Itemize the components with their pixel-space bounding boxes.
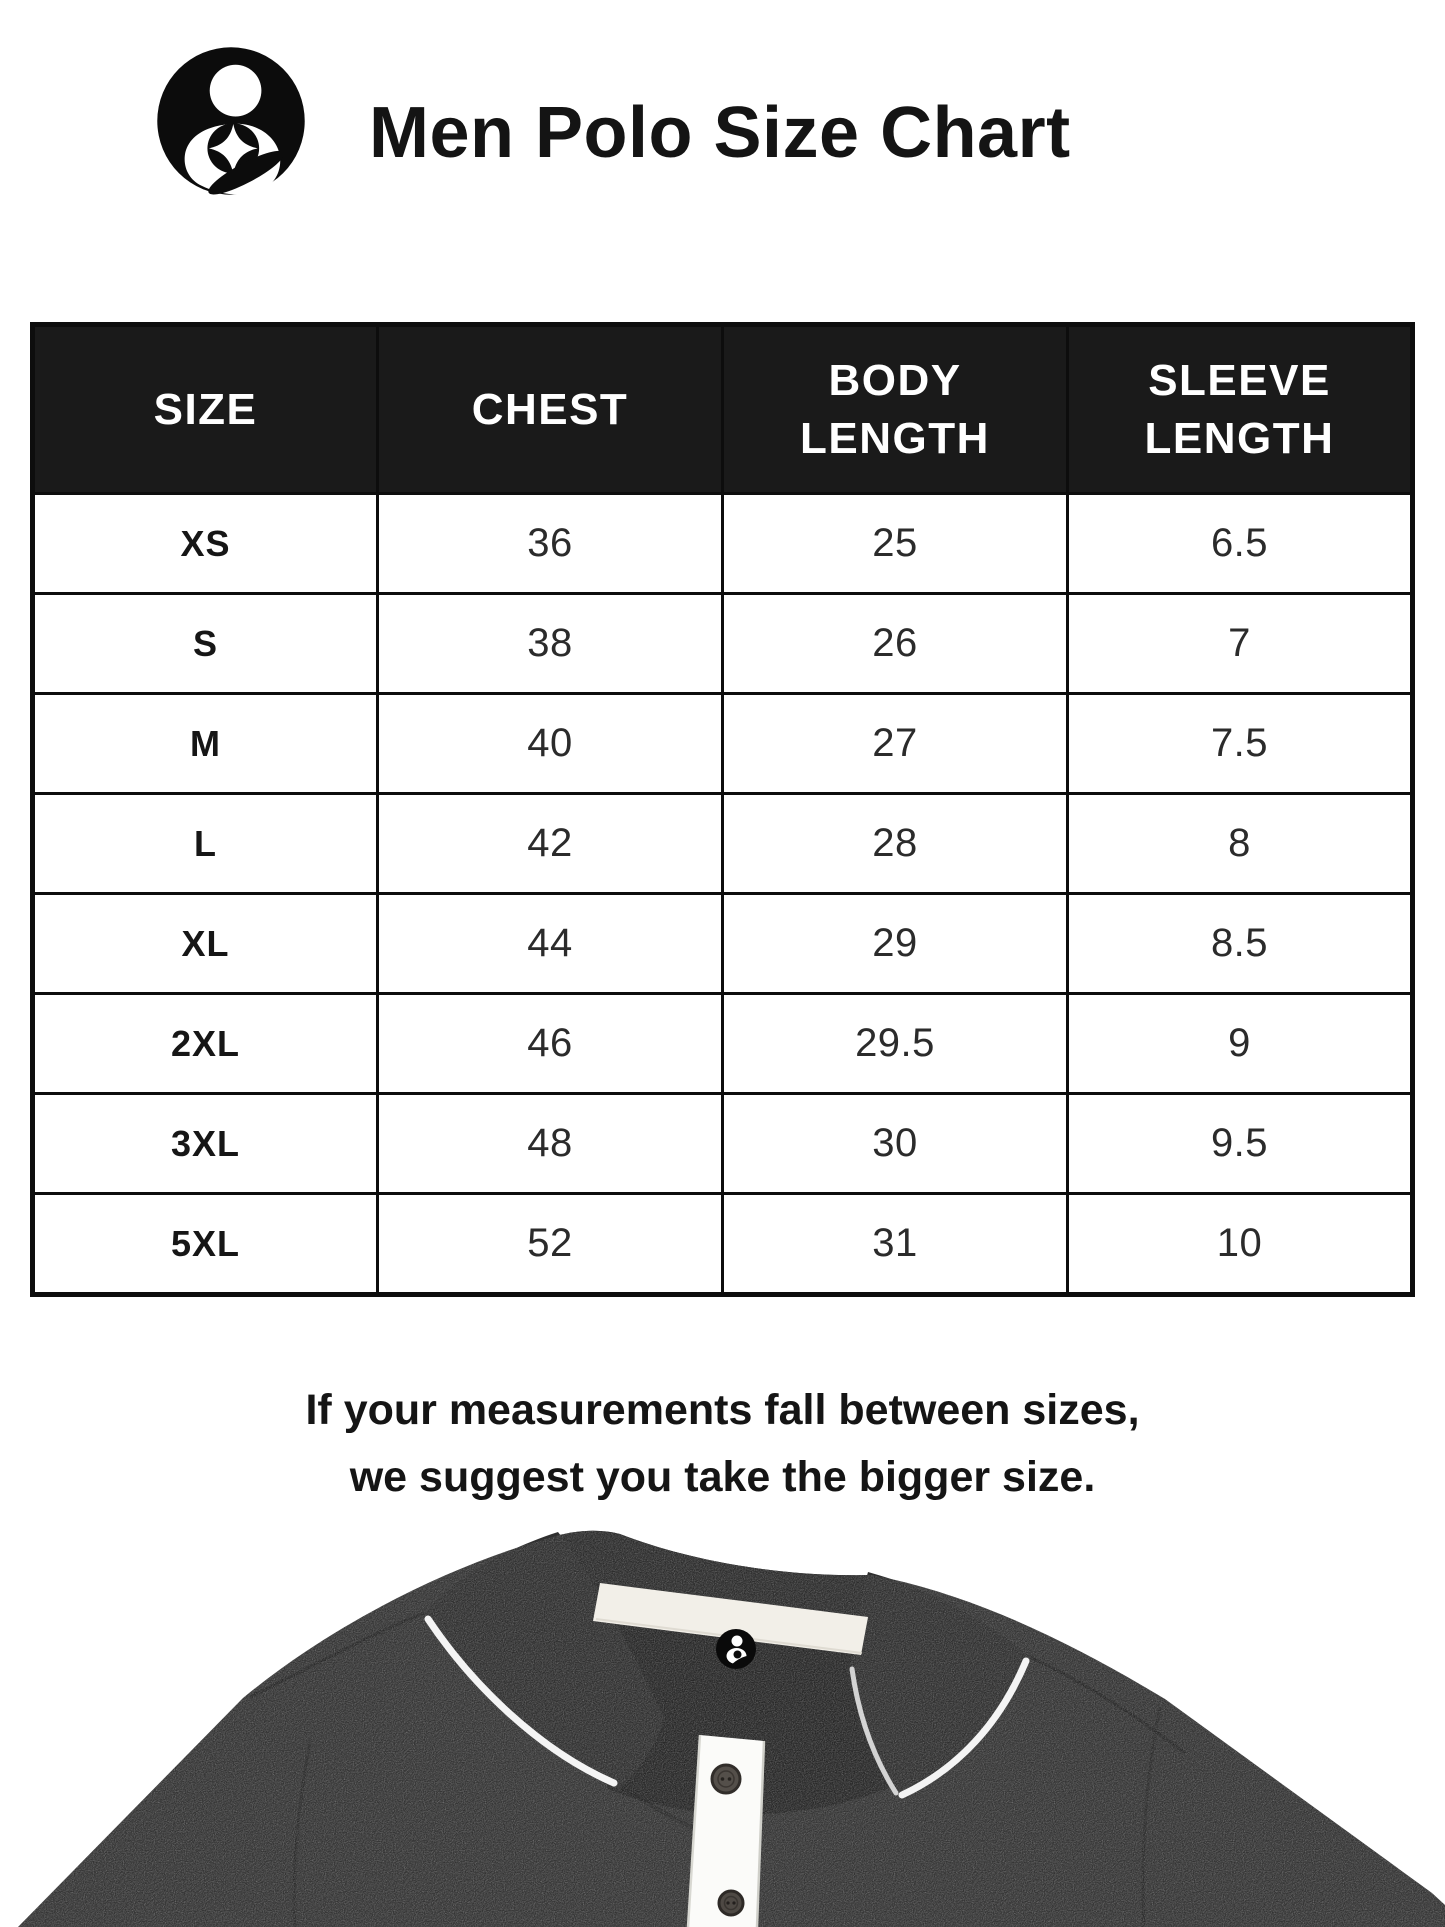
- table-row: [33, 794, 1413, 894]
- sleeve-length-cell: 9: [1068, 994, 1413, 1094]
- size-cell: M: [33, 694, 378, 794]
- body-length-cell: 31: [723, 1194, 1068, 1295]
- body-length-cell: 29: [723, 894, 1068, 994]
- size-cell: XS: [33, 494, 378, 594]
- button-top: [712, 1765, 740, 1793]
- size-cell: 3XL: [33, 1094, 378, 1194]
- sleeve-length-cell: 7: [1068, 594, 1413, 694]
- chest-cell: 46: [378, 994, 723, 1094]
- size-cell: XL: [33, 894, 378, 994]
- table-row: [33, 594, 1413, 694]
- table-row: [33, 1094, 1413, 1194]
- sleeve-length-cell: 7.5: [1068, 694, 1413, 794]
- brand-logo-icon: [155, 45, 307, 197]
- table-row: [33, 694, 1413, 794]
- sizing-note-line2: we suggest you take the bigger size.: [349, 1452, 1096, 1501]
- size-cell: 2XL: [33, 994, 378, 1094]
- size-chart-table-wrap: [30, 322, 1415, 1297]
- column-header-body-length: BODY LENGTH: [723, 325, 1068, 494]
- body-length-cell: 29.5: [723, 994, 1068, 1094]
- table-row: [33, 1194, 1413, 1295]
- chest-cell: 44: [378, 894, 723, 994]
- body-length-cell: 28: [723, 794, 1068, 894]
- body-length-cell: 25: [723, 494, 1068, 594]
- size-chart-table: [30, 322, 1415, 1297]
- chest-cell: 52: [378, 1194, 723, 1295]
- sizing-note-line1: If your measurements fall between sizes,: [305, 1386, 1140, 1434]
- table-row: [33, 494, 1413, 594]
- polo-shirt-image: [0, 1527, 1445, 1927]
- table-row: [33, 894, 1413, 994]
- size-cell: S: [33, 594, 378, 694]
- header: [0, 0, 1445, 197]
- table-row: [33, 994, 1413, 1094]
- button-bottom: [719, 1891, 743, 1915]
- page-title: Men Polo Size Chart: [369, 93, 1071, 173]
- column-header-size: SIZE: [33, 325, 378, 494]
- chest-cell: 36: [378, 494, 723, 594]
- chest-cell: 42: [378, 794, 723, 894]
- column-header-chest: CHEST: [378, 325, 723, 494]
- chest-cell: 48: [378, 1094, 723, 1194]
- size-cell: 5XL: [33, 1194, 378, 1295]
- column-header-sleeve-length: SLEEVE LENGTH: [1068, 325, 1413, 494]
- size-cell: L: [33, 794, 378, 894]
- chest-cell: 40: [378, 694, 723, 794]
- sleeve-length-cell: 8.5: [1068, 894, 1413, 994]
- sizing-note: [0, 1377, 1445, 1510]
- header-row: [33, 325, 1413, 494]
- chest-cell: 38: [378, 594, 723, 694]
- sleeve-length-cell: 6.5: [1068, 494, 1413, 594]
- body-length-cell: 30: [723, 1094, 1068, 1194]
- sleeve-length-cell: 9.5: [1068, 1094, 1413, 1194]
- body-length-cell: 26: [723, 594, 1068, 694]
- sleeve-length-cell: 8: [1068, 794, 1413, 894]
- sleeve-length-cell: 10: [1068, 1194, 1413, 1295]
- body-length-cell: 27: [723, 694, 1068, 794]
